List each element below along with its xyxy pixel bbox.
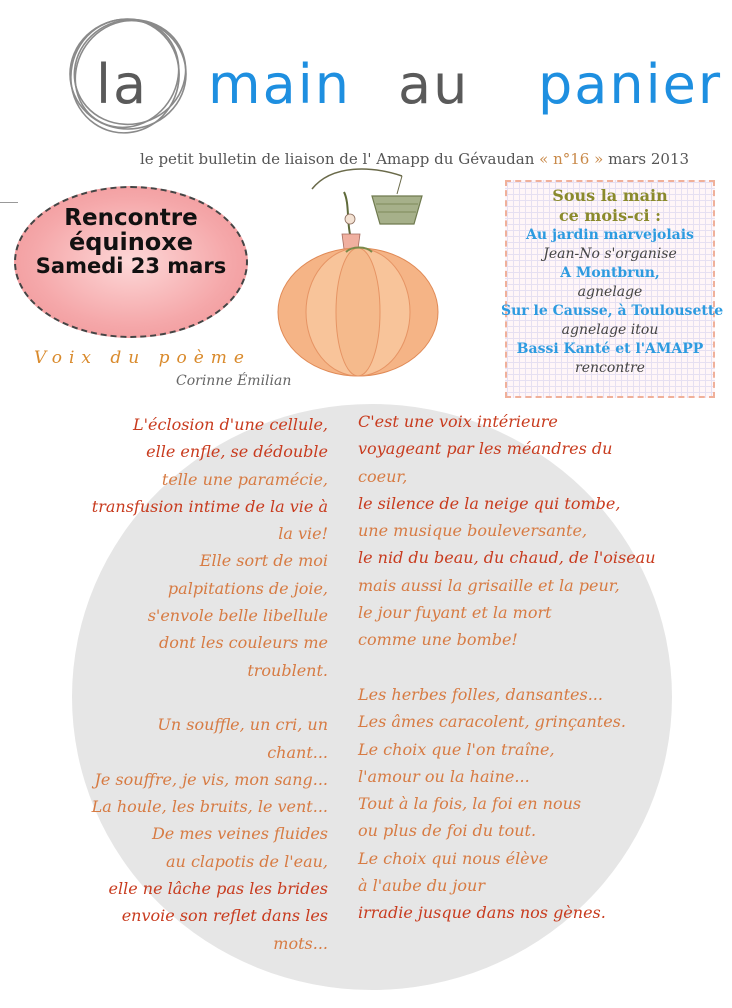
stanza-break xyxy=(80,684,328,711)
sidebar-item-sub: rencontre xyxy=(575,360,645,376)
event-line-3: Samedi 23 mars xyxy=(35,254,227,279)
issue-number: « n°16 » xyxy=(539,150,604,168)
poem-line: mots... xyxy=(273,933,328,953)
masthead-word-la: la xyxy=(96,53,149,116)
poem-line: Je souffre, je vis, mon sang... xyxy=(94,769,328,789)
section-title: Voix du poème xyxy=(34,348,251,368)
poem-line: Les herbes folles, dansantes... xyxy=(358,684,603,704)
sidebar-item-title: Sur le Causse, à Toulousette xyxy=(501,303,724,319)
poem-line: comme une bombe! xyxy=(358,630,518,650)
sidebar-item-sub: Jean-No s'organise xyxy=(543,246,677,262)
poem-line: La houle, les bruits, le vent... xyxy=(91,797,328,817)
sidebar-heading-1: Sous la main xyxy=(552,186,668,205)
pumpkin-illustration xyxy=(272,164,472,379)
event-badge xyxy=(14,186,248,338)
poem-line: L'éclosion d'une cellule, xyxy=(133,415,328,434)
poem-line: transfusion intime de la vie à xyxy=(91,496,328,516)
poem-line: C'est une voix intérieure xyxy=(358,412,558,431)
poem-line: le jour fuyant et la mort xyxy=(358,603,552,623)
poem-line: l'amour ou la haine... xyxy=(358,766,530,786)
poem-line: elle enfle, se dédouble xyxy=(146,442,328,462)
masthead-word-panier: panier xyxy=(538,53,723,116)
poem-line: mais aussi la grisaille et la peur, xyxy=(358,575,620,595)
poem-line: irradie jusque dans nos gènes. xyxy=(358,903,606,923)
poem-line: elle ne lâche pas les brides xyxy=(108,879,328,899)
subtitle-text: le petit bulletin de liaison de l' Amapp du Gévaudan xyxy=(140,150,535,168)
poem-line: le silence de la neige qui tombe, xyxy=(358,493,621,513)
poem-line: s'envole belle libellule xyxy=(147,606,328,626)
poem-line: coeur, xyxy=(358,466,408,486)
poem-line: Un souffle, un cri, un xyxy=(157,715,328,735)
poem-line: Elle sort de moi xyxy=(199,551,328,571)
poem-left-column xyxy=(80,411,328,957)
sidebar-heading-2: ce mois-ci : xyxy=(558,206,662,225)
sidebar-box xyxy=(501,180,724,398)
poem-line: la vie! xyxy=(278,524,328,544)
poem-line: envoie son reflet dans les xyxy=(121,906,328,926)
poem-line: une musique bouleversante, xyxy=(358,521,588,541)
poem-line: chant... xyxy=(267,742,328,762)
poem-line: Le choix qui nous élève xyxy=(358,848,549,868)
poem-line: le nid du beau, du chaud, de l'oiseau xyxy=(358,548,656,568)
event-line-2: équinoxe xyxy=(68,228,194,257)
sidebar-item-title: Bassi Kanté et l'AMAPP xyxy=(516,341,704,357)
masthead-word-main: main xyxy=(208,53,351,116)
poem-line: dont les couleurs me xyxy=(159,633,328,653)
poem-right-column xyxy=(358,408,678,927)
poem-line: ou plus de foi du tout. xyxy=(358,821,537,841)
poem-line: voyageant par les méandres du xyxy=(358,439,613,459)
poem-line: telle une paramécie, xyxy=(161,469,328,489)
poem-line: Tout à la fois, la foi en nous xyxy=(358,794,582,814)
poem-line: au clapotis de l'eau, xyxy=(166,851,328,871)
poem-author: Corinne Émilian xyxy=(176,373,292,389)
masthead-word-au: au xyxy=(398,53,470,116)
poem-line: Le choix que l'on traîne, xyxy=(358,739,555,759)
sidebar-item-title: Au jardin marvejolais xyxy=(526,227,694,243)
poem-line: troublent. xyxy=(247,660,328,680)
poem-line: Les âmes caracolent, grinçantes. xyxy=(358,712,626,732)
sidebar-item-sub: agnelage xyxy=(577,284,643,300)
stanza-break xyxy=(358,654,678,681)
poem-line: palpitations de joie, xyxy=(167,578,328,598)
issue-date: mars 2013 xyxy=(608,150,690,168)
poem-line: De mes veines fluides xyxy=(151,824,328,844)
event-line-1: Rencontre xyxy=(64,205,198,231)
sidebar-item-sub: agnelage itou xyxy=(561,322,659,338)
poem-line: à l'aube du jour xyxy=(358,876,485,896)
sidebar-item-title: A Montbrun, xyxy=(560,265,660,281)
left-edge-rule xyxy=(0,202,18,203)
